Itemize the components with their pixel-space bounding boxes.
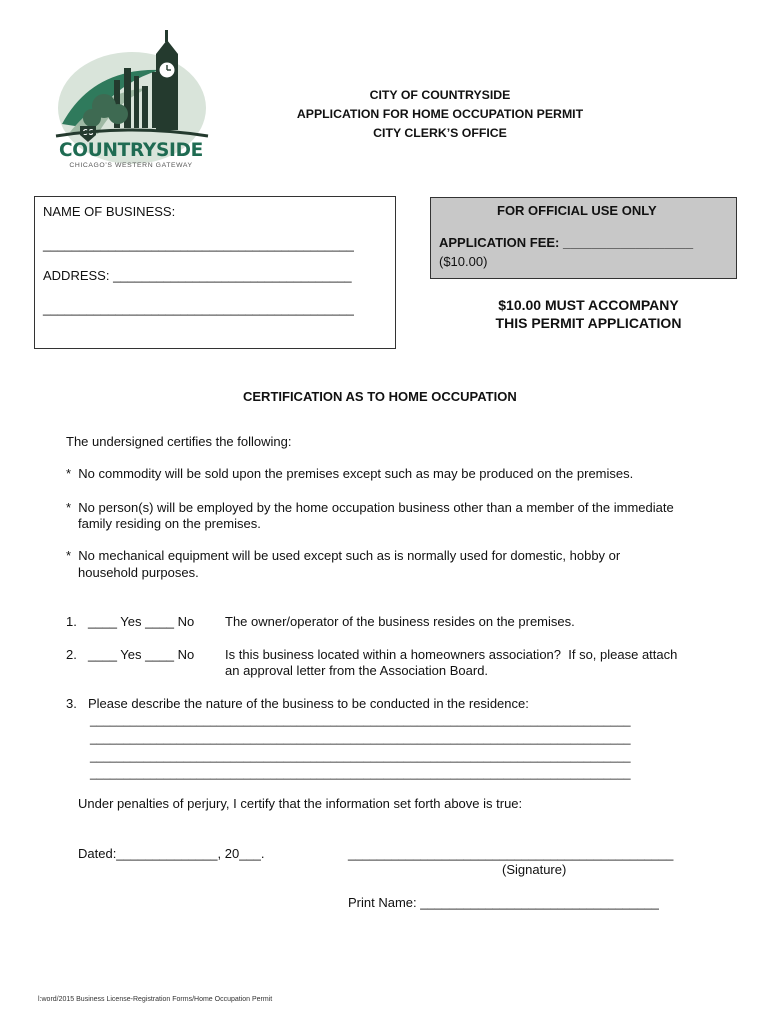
signature-label: (Signature) bbox=[502, 862, 567, 877]
business-name-field[interactable]: ___________________________________________ bbox=[43, 237, 354, 252]
official-use-title: FOR OFFICIAL USE ONLY bbox=[497, 203, 657, 218]
address-field[interactable]: ADDRESS: _________________________________ bbox=[43, 268, 352, 283]
logo-tagline: CHICAGO’S WESTERN GATEWAY bbox=[69, 162, 193, 169]
question-number: 3. bbox=[66, 696, 77, 711]
application-fee-amount: ($10.00) bbox=[439, 254, 488, 269]
signature-field[interactable]: _____________________________________________ bbox=[348, 846, 674, 861]
description-line[interactable]: _________________________________________________________________________________ bbox=[90, 713, 631, 727]
question-2-text: Is this business located within a homeowners association? If so, please attach bbox=[225, 647, 678, 662]
certification-heading: CERTIFICATION AS TO HOME OCCUPATION bbox=[243, 389, 517, 404]
question-1-yes-no[interactable]: ____ Yes ____ No bbox=[88, 614, 195, 629]
question-2-yes-no[interactable]: ____ Yes ____ No bbox=[88, 647, 195, 662]
certification-intro: The undersigned certifies the following: bbox=[66, 434, 292, 449]
question-3-text: Please describe the nature of the business to be conducted in the residence: bbox=[88, 696, 529, 711]
application-fee-field[interactable]: APPLICATION FEE: __________________ bbox=[439, 235, 694, 250]
route-66-shield: 66 bbox=[82, 128, 94, 137]
business-name-label: NAME OF BUSINESS: bbox=[43, 204, 176, 219]
print-name-field[interactable]: Print Name: _________________________________ bbox=[348, 895, 659, 910]
address-field-line2[interactable]: ___________________________________________ bbox=[43, 301, 354, 316]
question-number: 2. bbox=[66, 647, 77, 662]
description-line[interactable]: _________________________________________________________________________________ bbox=[90, 731, 631, 745]
certification-bullet: * No person(s) will be employed by the home occupation business other than a member of the immediate bbox=[66, 500, 674, 515]
fee-notice-line1: $10.00 MUST ACCOMPANY bbox=[498, 297, 679, 313]
certification-bullet: * No mechanical equipment will be used except such as is normally used for domestic, hobby or bbox=[66, 548, 621, 563]
fee-notice-line2: THIS PERMIT APPLICATION bbox=[495, 315, 682, 331]
office-name: CITY CLERK’S OFFICE bbox=[373, 126, 507, 140]
certification-bullet-cont: family residing on the premises. bbox=[78, 516, 261, 531]
perjury-statement: Under penalties of perjury, I certify that the information set forth above is true: bbox=[78, 796, 523, 811]
question-number: 1. bbox=[66, 614, 77, 629]
form-title: APPLICATION FOR HOME OCCUPATION PERMIT bbox=[296, 107, 584, 121]
certification-bullet-cont: household purposes. bbox=[78, 565, 199, 580]
footer-file-path: l:word/2015 Business License-Registration Forms/Home Occupation Permit bbox=[38, 996, 273, 1003]
question-2-text-cont: an approval letter from the Association Board. bbox=[225, 663, 489, 678]
certification-bullet: * No commodity will be sold upon the premises except such as may be produced on the premises. bbox=[66, 466, 634, 481]
description-line[interactable]: _________________________________________________________________________________ bbox=[90, 766, 631, 780]
question-1-text: The owner/operator of the business resides on the premises. bbox=[225, 614, 575, 629]
logo-wordmark: COUNTRYSIDE bbox=[59, 140, 203, 161]
dated-field[interactable]: Dated:______________, 20___. bbox=[78, 846, 265, 861]
document-header bbox=[240, 86, 640, 143]
city-name: CITY OF COUNTRYSIDE bbox=[369, 88, 511, 102]
description-line[interactable]: _________________________________________________________________________________ bbox=[90, 749, 631, 763]
